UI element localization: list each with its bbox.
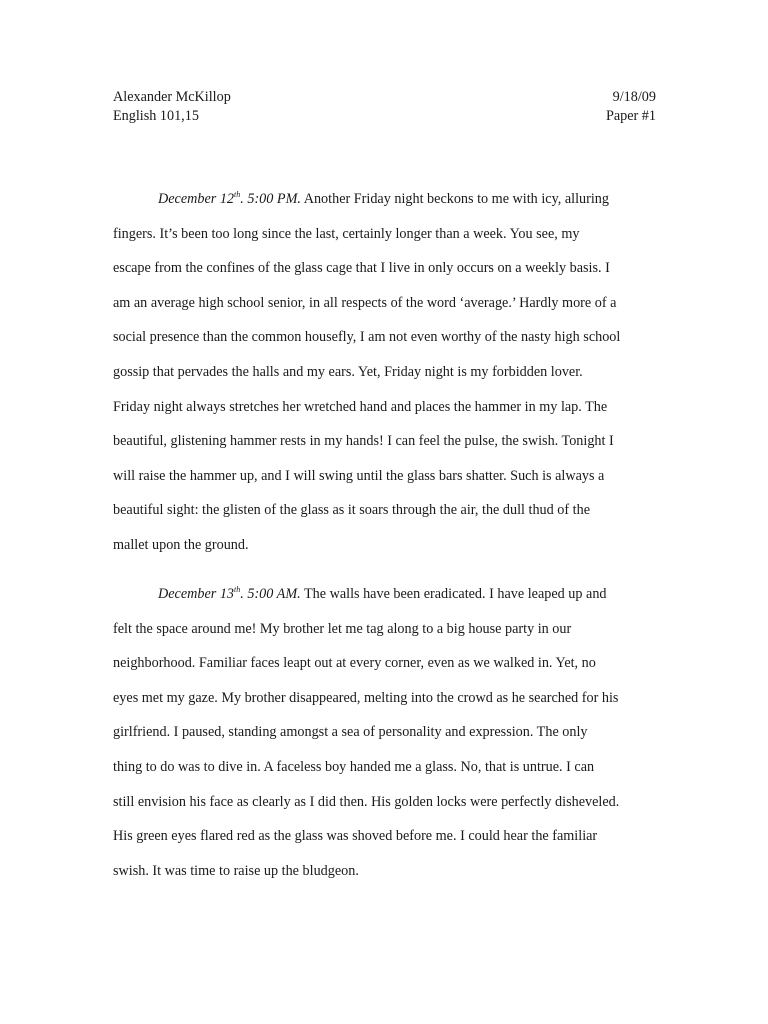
paragraph-line: swish. It was time to raise up the bludgeon. (113, 862, 359, 879)
paragraph-line: beautiful sight: the glisten of the glass as it soars through the air, the dull thud of the (113, 502, 590, 519)
header-row-1 (113, 88, 656, 107)
paragraph-1 (113, 182, 649, 563)
paper-number: Paper #1 (605, 108, 656, 124)
paragraph-line: social presence than the common housefly, I am not even worthy of the nasty high school (113, 329, 621, 346)
course-name: English 101,15 (113, 108, 199, 124)
paragraph-line: am an average high school senior, in all respects of the word ‘average.’ Hardly more of a (113, 294, 617, 311)
header-row-2 (113, 107, 656, 126)
paragraph-line: Friday night always stretches her wretched hand and places the hammer in my lap. The (113, 398, 608, 415)
paragraph-line: His green eyes flared red as the glass was shoved before me. I could hear the familiar (113, 828, 598, 845)
paragraph-line: gossip that pervades the halls and my ears. Yet, Friday night is my forbidden lover. (113, 363, 583, 380)
entry-date: December 13th. 5:00 AM. (158, 585, 301, 602)
paragraph-line: mallet upon the ground. (113, 536, 249, 553)
paper-header (113, 88, 656, 126)
paper-date: 9/18/09 (612, 89, 656, 105)
paragraph-line: felt the space around me! My brother let me tag along to a big house party in our (113, 620, 572, 637)
paragraph-line: neighborhood. Familiar faces leapt out at every corner, even as we walked in. Yet, no (113, 655, 596, 672)
paragraph-line: December 13th. 5:00 AM. The walls have been eradicated. I have leaped up and (158, 585, 607, 602)
paragraph-line: girlfriend. I paused, standing amongst a sea of personality and expression. The only (113, 724, 588, 741)
paragraph-2 (113, 577, 649, 888)
paragraph-line: eyes met my gaze. My brother disappeared, melting into the crowd as he searched for his (113, 689, 619, 706)
paragraph-line: will raise the hammer up, and I will swing until the glass bars shatter. Such is always a (113, 467, 605, 484)
paragraph-line: thing to do was to dive in. A faceless boy handed me a glass. No, that is untrue. I can (113, 758, 595, 775)
paragraph-line: still envision his face as clearly as I did then. His golden locks were perfectly disheveled. (113, 793, 620, 810)
entry-date: December 12th. 5:00 PM. (158, 190, 301, 207)
paragraph-line: fingers. It’s been too long since the last, certainly longer than a week. You see, my (113, 225, 580, 242)
paragraph-line: escape from the confines of the glass cage that I live in only occurs on a weekly basis. I (113, 260, 610, 277)
paragraph-line: December 12th. 5:00 PM. Another Friday night beckons to me with icy, alluring (158, 190, 609, 207)
paragraph-line: beautiful, glistening hammer rests in my hands! I can feel the pulse, the swish. Tonight I (113, 433, 614, 450)
author-name: Alexander McKillop (113, 89, 231, 105)
